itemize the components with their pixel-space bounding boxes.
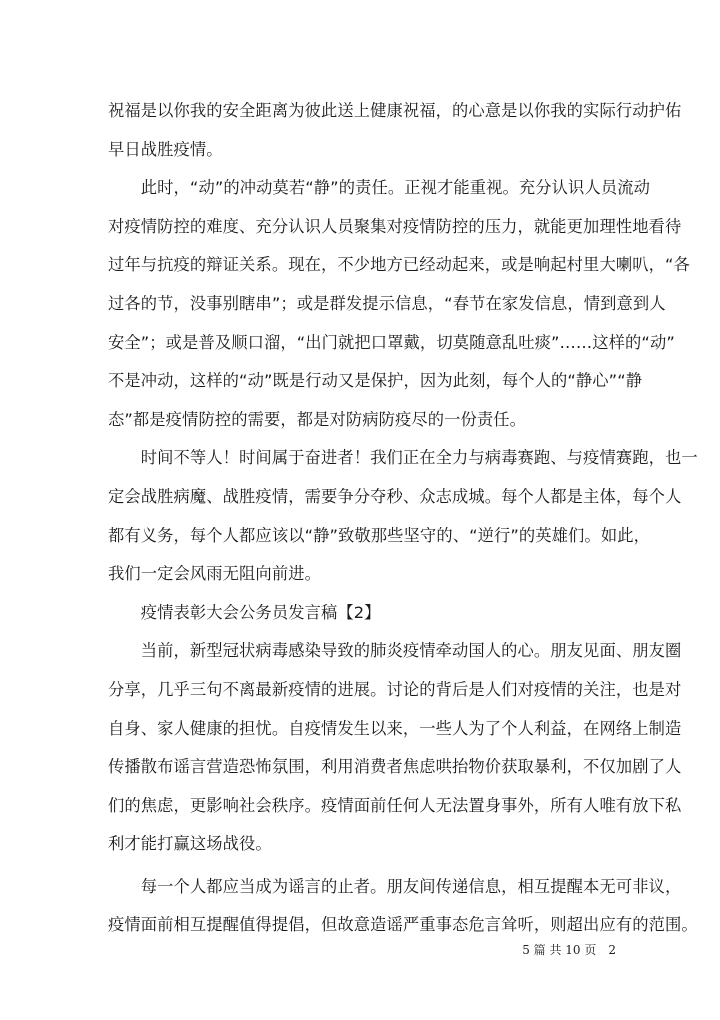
text-line: 过年与抗疫的辩证关系。现在，不少地方已经动起来，或是响起村里大喇叭，“各 (108, 255, 690, 275)
text-line: 不是冲动，这样的“动”既是行动又是保护，因为此刻，每个人的“静心”“静 (108, 371, 643, 391)
text-line: 时间不等人！时间属于奋进者！我们正在全力与病毒赛跑、与疫情赛跑，也一 (108, 448, 698, 468)
text-line: 疫情面前相互提醒值得提倡，但故意造谣严重事态危言耸听，则超出应有的范围。 (108, 915, 698, 935)
text-line: 传播散布谣言营造恐怖氛围，利用消费者焦虑哄抬物价获取暴利，不仅加剧了人 (108, 757, 682, 777)
text-line: 我们一定会风雨无阻向前进。 (108, 564, 321, 584)
text-line: 态”都是疫情防控的需要，都是对防病防疫尽的一份责任。 (108, 409, 527, 429)
text-line: 此时，“动”的冲动莫若“静”的责任。正视才能重视。充分认识人员流动 (108, 178, 650, 198)
text-line: 安全”；或是普及顺口溜，“出门就把口罩戴，切莫随意乱吐痰”……这样的“动” (108, 332, 675, 352)
text-line: 利才能打赢这场战役。 (108, 834, 272, 854)
page-number-footer: 5 篇 共 10 页 2 (522, 943, 616, 957)
text-line: 每一个人都应当成为谣言的止者。朋友间传递信息，相互提醒本无可非议， (108, 876, 682, 896)
text-line: 们的焦虑，更影响社会秩序。疫情面前任何人无法置身事外，所有人唯有放下私 (108, 795, 682, 815)
text-line: 自身、家人健康的担忧。自疫情发生以来，一些人为了个人利益，在网络上制造 (108, 718, 682, 738)
text-line: 当前，新型冠状病毒感染导致的肺炎疫情牵动国人的心。朋友见面、朋友圈 (108, 641, 682, 661)
text-line: 祝福是以你我的安全距离为彼此送上健康祝福，的心意是以你我的实际行动护佑 (108, 101, 682, 120)
text-line: 分享，几乎三句不离最新疫情的进展。讨论的背后是人们对疫情的关注，也是对 (108, 679, 682, 699)
text-line: 对疫情防控的难度、充分认识人员聚集对疫情防控的压力，就能更加理性地看待 (108, 216, 682, 236)
text-line: 都有义务，每个人都应该以“静”致敬那些坚守的、“逆行”的英雄们。如此， (108, 525, 650, 545)
text-line: 定会战胜病魔、战胜疫情，需要争分夺秒、众志成城。每个人都是主体，每个人 (108, 486, 682, 506)
text-line: 早日战胜疫情。 (108, 139, 223, 159)
document-body (108, 92, 698, 945)
section-heading: 疫情表彰大会公务员发言稿【2】 (108, 602, 381, 622)
text-line: 过各的节，没事别瞎串”；或是群发提示信息，“春节在家发信息，情到意到人 (108, 293, 666, 313)
